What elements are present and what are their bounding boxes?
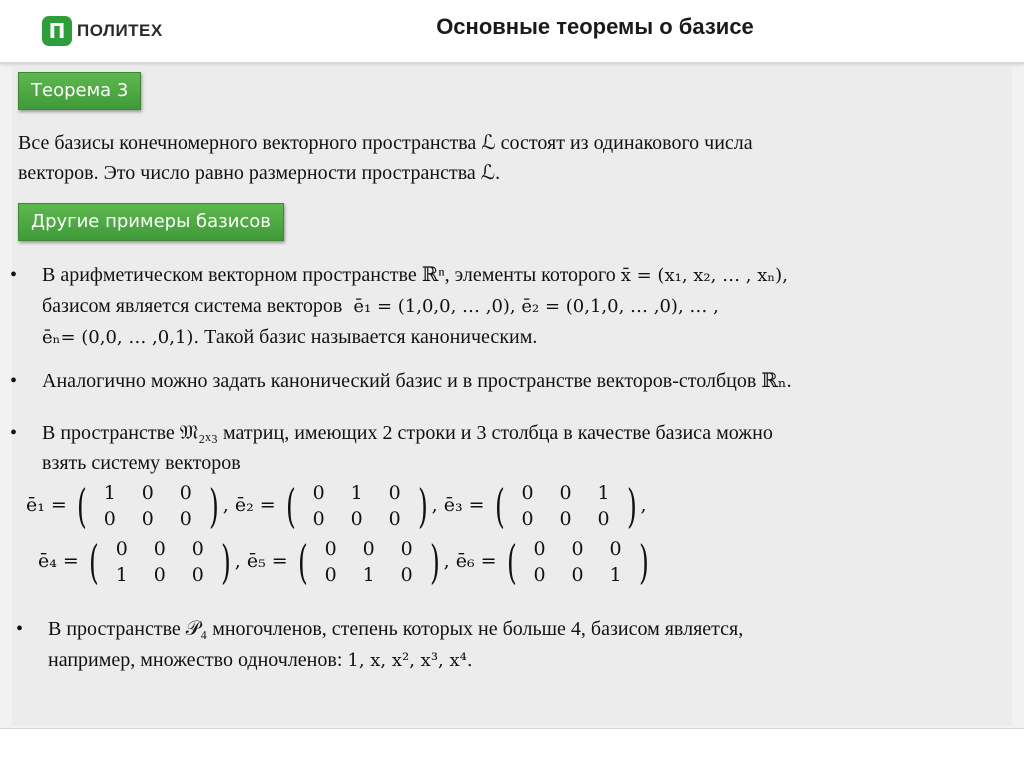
matrix-cell: 0 <box>400 538 413 560</box>
matrix-sep: , <box>222 494 229 516</box>
matrix-e2-label: ē₂ = <box>234 494 276 516</box>
bullet-3-line-1 <box>10 418 773 448</box>
matrix-sep: , <box>640 494 647 516</box>
matrix-cell: 0 <box>362 538 375 560</box>
matrix-cell: 0 <box>597 508 610 530</box>
bullet-2 <box>10 366 792 396</box>
matrix-cell: 0 <box>179 508 192 530</box>
matrix-e3: ( 0 0 1 0 0 0 ) <box>494 479 637 533</box>
matrix-cell: 1 <box>597 482 610 504</box>
matrix-e5-label: ē₅ = <box>246 550 288 572</box>
matrix-cell: 0 <box>153 538 166 560</box>
bullet-4-math: 1, x, x², x³, x⁴. <box>347 650 473 671</box>
bullet-4-line-2 <box>48 645 473 676</box>
examples-label: Другие примеры базисов <box>18 203 284 241</box>
matrix-cell: 0 <box>521 508 534 530</box>
logo-text: ПОЛИТЕХ <box>77 21 163 40</box>
bullet-3-text-a: В пространстве 𝔐₂ₓ₃ матриц, имеющих 2 строки и 3 столбца в качестве базиса можно <box>42 422 773 444</box>
bullet-1-text-c: Такой базис называется каноническим. <box>204 326 538 348</box>
theorem-text-line-2: векторов. Это число равно размерности пространства ℒ. <box>18 162 501 184</box>
bullet-1-line-2 <box>42 291 719 322</box>
bullet-1-math-c: ēₙ= (0,0, … ,0,1). <box>42 327 200 348</box>
matrix-cell: 0 <box>191 538 204 560</box>
matrix-row-2 <box>38 536 653 588</box>
matrix-cell: 0 <box>141 482 154 504</box>
matrix-e4-label: ē₄ = <box>38 550 79 572</box>
bullet-dot: • <box>10 422 18 444</box>
matrix-cell: 0 <box>103 508 116 530</box>
bullet-4-text-b: например, множество одночленов: <box>48 649 343 671</box>
matrix-e1-label: ē₁ = <box>26 494 67 516</box>
matrix-cell: 1 <box>350 482 363 504</box>
matrix-cell: 0 <box>559 508 572 530</box>
matrix-e3-label: ē₃ = <box>443 494 485 516</box>
matrix-cell: 0 <box>312 482 325 504</box>
matrix-cell: 1 <box>103 482 116 504</box>
matrix-cell: 0 <box>533 538 546 560</box>
bullet-1-line-3 <box>42 322 537 353</box>
matrix-cell: 0 <box>350 508 363 530</box>
matrix-sep: , <box>234 550 241 572</box>
matrix-row-1 <box>26 480 647 532</box>
matrix-cell: 0 <box>115 538 128 560</box>
matrix-cell: 0 <box>400 564 413 586</box>
bullet-3-text-b: взять систему векторов <box>42 452 241 474</box>
matrix-cell: 0 <box>559 482 572 504</box>
bullet-dot: • <box>16 618 24 640</box>
bullet-1-line-1 <box>10 260 788 291</box>
matrix-cell: 0 <box>324 538 337 560</box>
bullet-1-text-b: базисом является система векторов <box>42 295 343 317</box>
matrix-cell: 0 <box>533 564 546 586</box>
bullet-1-math-a: x̄ = (x₁, x₂, … , xₙ), <box>620 265 788 286</box>
matrix-cell: 0 <box>153 564 166 586</box>
bullet-1-math-b: ē₁ = (1,0,0, … ,0), ē₂ = (0,1,0, … ,0), … , <box>353 296 719 317</box>
matrix-cell: 0 <box>179 482 192 504</box>
bullet-dot: • <box>10 264 18 286</box>
matrix-cell: 0 <box>609 538 622 560</box>
matrix-e6: ( 0 0 0 0 0 1 ) <box>506 535 649 589</box>
matrix-cell: 0 <box>141 508 154 530</box>
matrix-cell: 0 <box>312 508 325 530</box>
matrix-cell: 0 <box>571 538 584 560</box>
bullet-4-text-a: В пространстве 𝒫₄ многочленов, степень которых не больше 4, базисом является, <box>48 618 744 640</box>
matrix-cell: 0 <box>388 482 401 504</box>
matrix-cell: 0 <box>521 482 534 504</box>
footer-bar <box>0 728 1024 768</box>
logo-mark-icon: П <box>42 16 72 46</box>
matrix-e1: ( 1 0 0 0 0 0 ) <box>76 479 219 533</box>
matrix-cell: 1 <box>115 564 128 586</box>
matrix-cell: 1 <box>609 564 622 586</box>
matrix-e6-label: ē₆ = <box>455 550 497 572</box>
matrix-e4: ( 0 0 0 1 0 0 ) <box>88 535 231 589</box>
matrix-sep: , <box>431 494 438 516</box>
matrix-e2: ( 0 1 0 0 0 0 ) <box>285 479 428 533</box>
matrix-sep: , <box>443 550 450 572</box>
matrix-cell: 0 <box>388 508 401 530</box>
theorem-text-line-1: Все базисы конечномерного векторного пространства ℒ состоят из одинакового числа <box>18 132 753 154</box>
matrix-cell: 0 <box>324 564 337 586</box>
matrix-cell: 1 <box>362 564 375 586</box>
matrix-cell: 0 <box>191 564 204 586</box>
theorem-label: Теорема 3 <box>18 72 141 110</box>
bullet-3-line-2 <box>42 448 241 478</box>
bullet-dot: • <box>10 370 18 392</box>
header-bar <box>0 0 1024 63</box>
page-title: Основные теоремы о базисе <box>436 14 754 39</box>
bullet-1-text-a: В арифметическом векторном пространстве ℝⁿ, элементы которого <box>42 264 616 286</box>
matrix-e5: ( 0 0 0 0 1 0 ) <box>297 535 440 589</box>
matrix-cell: 0 <box>571 564 584 586</box>
bullet-4-line-1 <box>16 614 744 644</box>
bullet-2-text: Аналогично можно задать канонический базис и в пространстве векторов-столбцов ℝₙ. <box>42 370 792 392</box>
